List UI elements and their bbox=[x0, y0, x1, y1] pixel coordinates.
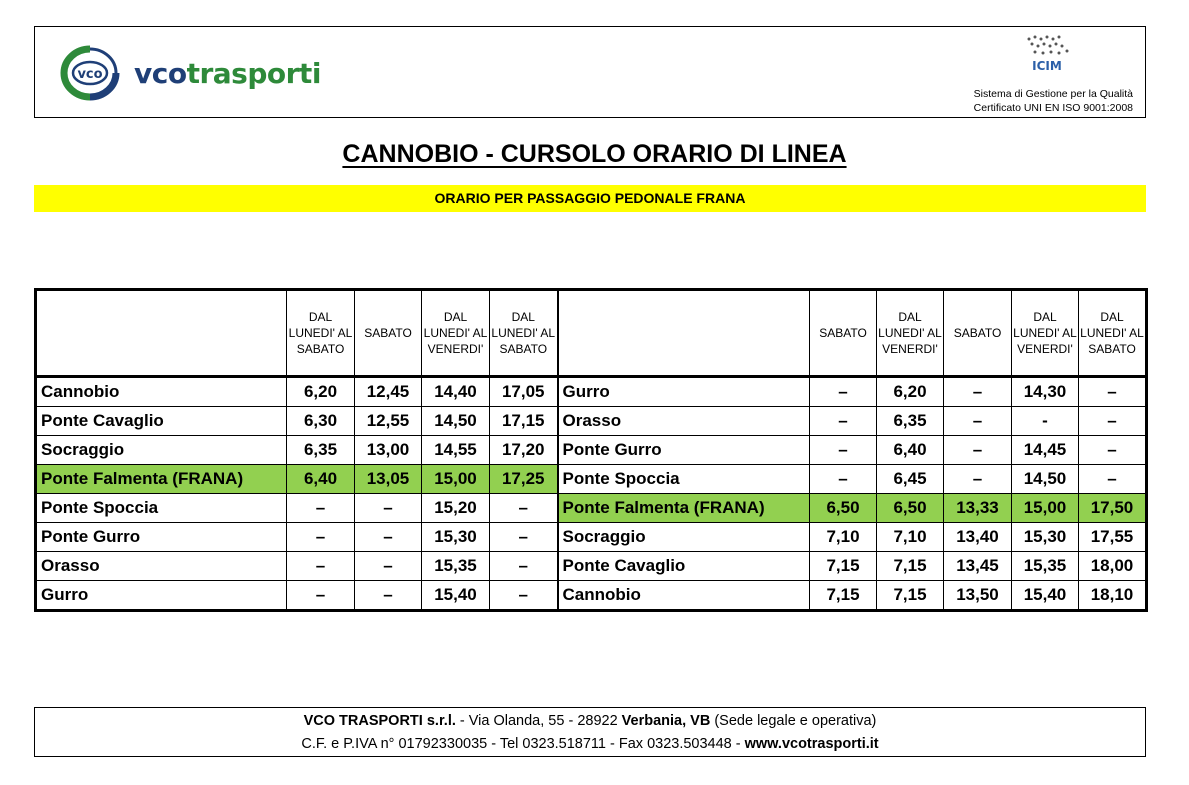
time-cell: – bbox=[1079, 377, 1147, 407]
time-cell: 6,20 bbox=[287, 377, 355, 407]
table-row bbox=[36, 581, 1147, 611]
header-right-col: SABATO bbox=[810, 290, 877, 377]
logo-badge: vco bbox=[77, 67, 103, 82]
time-cell: 13,05 bbox=[355, 465, 422, 494]
time-cell: 15,00 bbox=[422, 465, 490, 494]
time-cell: – bbox=[287, 494, 355, 523]
timetable-header bbox=[36, 290, 1147, 377]
stop-name: Gurro bbox=[36, 581, 287, 611]
time-cell: 6,35 bbox=[877, 407, 944, 436]
time-cell: – bbox=[1079, 465, 1147, 494]
time-cell: 14,50 bbox=[1012, 465, 1079, 494]
time-cell: 17,05 bbox=[490, 377, 558, 407]
time-cell: – bbox=[490, 552, 558, 581]
time-cell: 15,20 bbox=[422, 494, 490, 523]
time-cell: 18,00 bbox=[1079, 552, 1147, 581]
stop-name: Cannobio bbox=[36, 377, 287, 407]
time-cell: 13,50 bbox=[944, 581, 1012, 611]
stop-name: Orasso bbox=[36, 552, 287, 581]
time-cell: 6,30 bbox=[287, 407, 355, 436]
time-cell: – bbox=[355, 552, 422, 581]
time-cell: 17,50 bbox=[1079, 494, 1147, 523]
page-title: CANNOBIO - CURSOLO ORARIO DI LINEA bbox=[342, 140, 847, 168]
time-cell: 17,25 bbox=[490, 465, 558, 494]
table-row bbox=[36, 407, 1147, 436]
icim-label: ICIM bbox=[1032, 59, 1062, 73]
time-cell: – bbox=[944, 407, 1012, 436]
time-cell: 14,55 bbox=[422, 436, 490, 465]
time-cell: – bbox=[355, 494, 422, 523]
time-cell: 17,55 bbox=[1079, 523, 1147, 552]
time-cell: 6,35 bbox=[287, 436, 355, 465]
header-right-col: DAL LUNEDI' AL SABATO bbox=[1079, 290, 1147, 377]
time-cell: – bbox=[944, 377, 1012, 407]
time-cell: 7,15 bbox=[877, 552, 944, 581]
table-row bbox=[36, 494, 1147, 523]
stop-name: Ponte Gurro bbox=[36, 523, 287, 552]
time-cell: – bbox=[287, 581, 355, 611]
time-cell: 6,40 bbox=[287, 465, 355, 494]
website-link[interactable]: www.vcotrasporti.it bbox=[744, 736, 879, 752]
time-cell: – bbox=[810, 465, 877, 494]
time-cell: 14,40 bbox=[422, 377, 490, 407]
time-cell: – bbox=[810, 407, 877, 436]
stop-name: Ponte Spoccia bbox=[558, 465, 810, 494]
time-cell: 6,40 bbox=[877, 436, 944, 465]
time-cell: 15,40 bbox=[1012, 581, 1079, 611]
table-row bbox=[36, 436, 1147, 465]
time-cell: - bbox=[1012, 407, 1079, 436]
time-cell: 14,30 bbox=[1012, 377, 1079, 407]
document-footer bbox=[34, 707, 1146, 757]
time-cell: – bbox=[810, 377, 877, 407]
time-cell: 13,40 bbox=[944, 523, 1012, 552]
time-cell: – bbox=[810, 436, 877, 465]
footer-line-1: VCO TRASPORTI s.r.l. - Via Olanda, 55 - 28922 Verbania, VB (Sede legale e operativa) bbox=[303, 713, 877, 729]
stop-name: Cannobio bbox=[558, 581, 810, 611]
table-row bbox=[36, 523, 1147, 552]
stop-name: Ponte Falmenta (FRANA) bbox=[36, 465, 287, 494]
time-cell: 15,30 bbox=[1012, 523, 1079, 552]
time-cell: 7,15 bbox=[810, 552, 877, 581]
stop-name: Ponte Falmenta (FRANA) bbox=[558, 494, 810, 523]
stop-name: Gurro bbox=[558, 377, 810, 407]
time-cell: 7,10 bbox=[877, 523, 944, 552]
time-cell: – bbox=[1079, 407, 1147, 436]
header-right-col: SABATO bbox=[944, 290, 1012, 377]
stop-name: Orasso bbox=[558, 407, 810, 436]
header-right-col: DAL LUNEDI' AL VENERDI' bbox=[877, 290, 944, 377]
header-left-col: SABATO bbox=[355, 290, 422, 377]
time-cell: 15,40 bbox=[422, 581, 490, 611]
time-cell: – bbox=[490, 494, 558, 523]
time-cell: 12,45 bbox=[355, 377, 422, 407]
vco-logo-icon bbox=[50, 43, 130, 103]
stop-name: Socraggio bbox=[36, 436, 287, 465]
time-cell: – bbox=[490, 523, 558, 552]
time-cell: – bbox=[944, 436, 1012, 465]
header-right-col: DAL LUNEDI' AL VENERDI' bbox=[1012, 290, 1079, 377]
time-cell: – bbox=[1079, 436, 1147, 465]
brand-name: vcotrasporti bbox=[134, 57, 321, 90]
time-cell: 6,20 bbox=[877, 377, 944, 407]
time-cell: 17,15 bbox=[490, 407, 558, 436]
header-blank-left bbox=[36, 290, 287, 377]
time-cell: 14,50 bbox=[422, 407, 490, 436]
time-cell: 17,20 bbox=[490, 436, 558, 465]
time-cell: 13,33 bbox=[944, 494, 1012, 523]
time-cell: 14,45 bbox=[1012, 436, 1079, 465]
time-cell: – bbox=[355, 581, 422, 611]
timetable bbox=[34, 288, 1148, 612]
table-row bbox=[36, 552, 1147, 581]
time-cell: 13,45 bbox=[944, 552, 1012, 581]
time-cell: 12,55 bbox=[355, 407, 422, 436]
time-cell: 7,15 bbox=[810, 581, 877, 611]
header-left-col: DAL LUNEDI' AL SABATO bbox=[490, 290, 558, 377]
time-cell: 15,30 bbox=[422, 523, 490, 552]
time-cell: 15,35 bbox=[422, 552, 490, 581]
icim-logo-icon bbox=[1019, 33, 1075, 73]
time-cell: – bbox=[287, 552, 355, 581]
time-cell: 15,00 bbox=[1012, 494, 1079, 523]
time-cell: 13,00 bbox=[355, 436, 422, 465]
time-cell: 15,35 bbox=[1012, 552, 1079, 581]
time-cell: 6,50 bbox=[810, 494, 877, 523]
document-header bbox=[34, 26, 1146, 118]
time-cell: – bbox=[355, 523, 422, 552]
stop-name: Socraggio bbox=[558, 523, 810, 552]
time-cell: – bbox=[287, 523, 355, 552]
time-cell: 18,10 bbox=[1079, 581, 1147, 611]
stop-name: Ponte Spoccia bbox=[36, 494, 287, 523]
stop-name: Ponte Cavaglio bbox=[558, 552, 810, 581]
header-left-col: DAL LUNEDI' AL SABATO bbox=[287, 290, 355, 377]
table-row bbox=[36, 377, 1147, 407]
time-cell: 7,15 bbox=[877, 581, 944, 611]
stop-name: Ponte Cavaglio bbox=[36, 407, 287, 436]
header-left-col: DAL LUNEDI' AL VENERDI' bbox=[422, 290, 490, 377]
time-cell: – bbox=[490, 581, 558, 611]
time-cell: 6,50 bbox=[877, 494, 944, 523]
stop-name: Ponte Gurro bbox=[558, 436, 810, 465]
footer-line-2: C.F. e P.IVA n° 01792330035 - Tel 0323.518711 - Fax 0323.503448 - www.vcotrasporti.it bbox=[301, 736, 879, 752]
time-cell: 7,10 bbox=[810, 523, 877, 552]
time-cell: 6,45 bbox=[877, 465, 944, 494]
subtitle-banner: ORARIO PER PASSAGGIO PEDONALE FRANA bbox=[34, 185, 1146, 212]
certification-note: Sistema di Gestione per la Qualità Certificato UNI EN ISO 9001:2008 bbox=[973, 88, 1133, 114]
header-blank-right bbox=[558, 290, 810, 377]
time-cell: – bbox=[944, 465, 1012, 494]
table-row bbox=[36, 465, 1147, 494]
